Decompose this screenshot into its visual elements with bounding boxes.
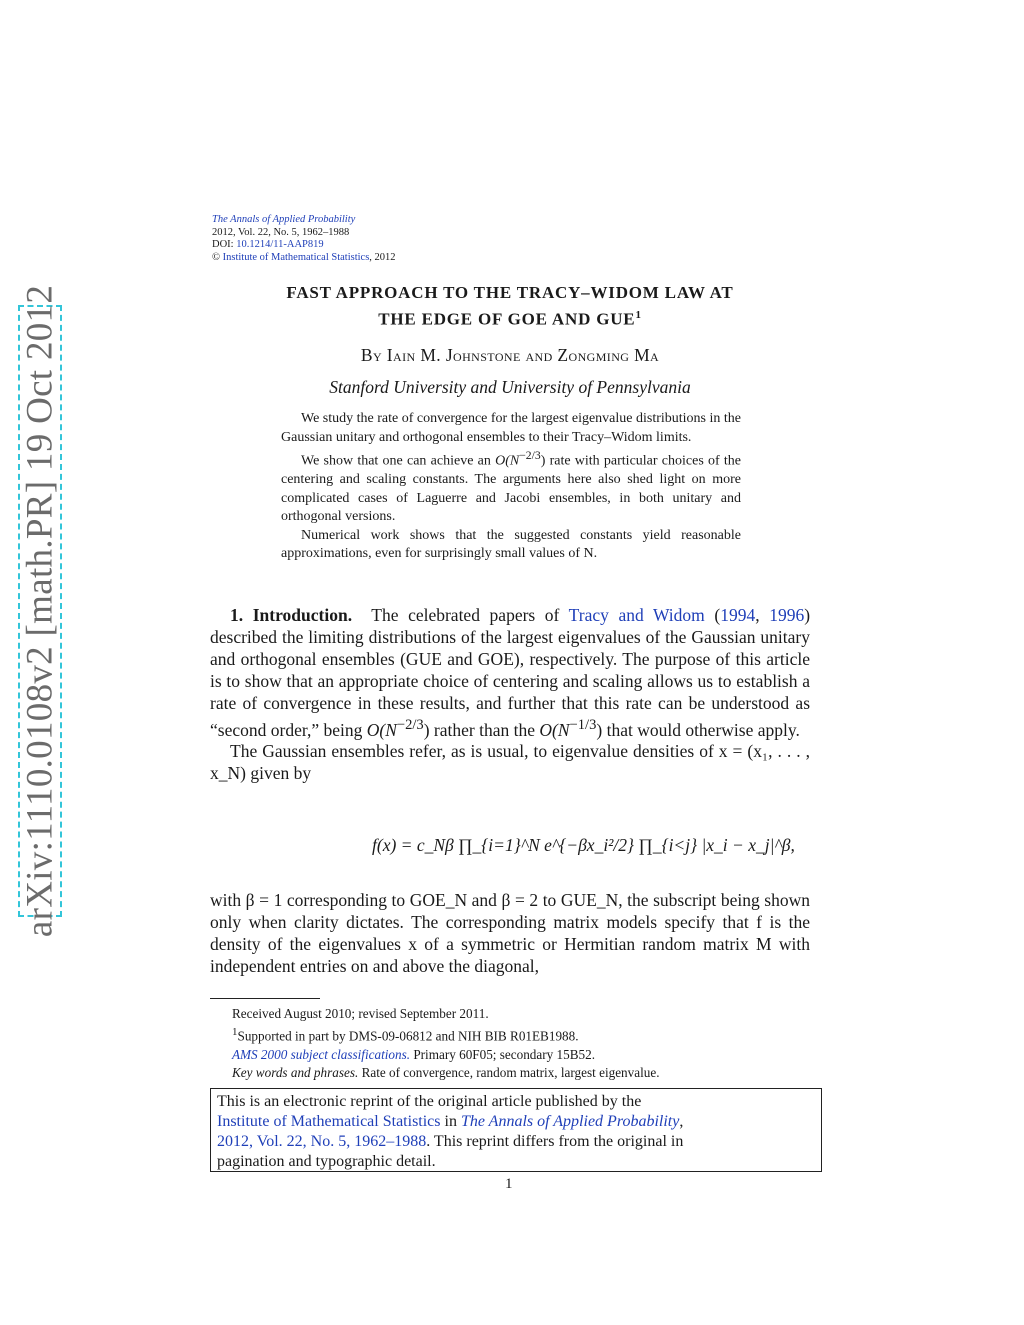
support-note: $^1$Supported in part by DMS-09-06812 and NIH BIB R01EB1988. [232, 1026, 579, 1044]
ams-link[interactable]: AMS 2000 subject classifications. [232, 1046, 411, 1062]
introduction-section [210, 605, 810, 785]
citation-year-link[interactable]: 1996 [769, 605, 805, 625]
affiliation: Stanford University and University of Pennsylvania [329, 377, 691, 397]
intro-paragraph: The Gaussian ensembles refer, as is usual, to eigenvalue densities of x = (x₁, . . . , x_N) given by [210, 741, 810, 784]
journal-name[interactable]: The Annals of Applied Probability [212, 214, 356, 225]
paper-title: FAST APPROACH TO THE TRACY–WIDOM LAW AT THE EDGE OF GOE AND GUE$^1$ [286, 283, 734, 329]
journal-issue: 2012, Vol. 22, No. 5, 1962–1988 [212, 226, 350, 238]
equation-text: f(x) = c_Nβ ∏_{i=1}^N e^{−βx_i²/2} ∏_{i<j} |x_i − x_j|^β, [372, 835, 795, 855]
footnote-rule [210, 998, 320, 999]
arxiv-stamp-text: arXiv:1110.0108v2 [math.PR] 19 Oct 2012 [19, 284, 61, 938]
journal-doi: DOI: 10.1214/11-AAP819 [212, 239, 324, 250]
publisher-link[interactable]: Institute of Mathematical Statistics [217, 1113, 441, 1130]
received-note: Received August 2010; revised September 2011. [232, 1006, 489, 1021]
issue-link[interactable]: 2012, Vol. 22, No. 5, 1962–1988 [217, 1133, 427, 1150]
doi-link[interactable]: 10.1214/11-AAP819 [236, 239, 324, 250]
abstract-paragraph: Numerical work shows that the suggested constants yield reasonable approximations, even for surprisingly small values of N. [281, 527, 741, 562]
intro-continuation [210, 890, 810, 978]
abstract-paragraph: We show that one can achieve an $O(N^{-2/3})$ rate with particular choices of the centering and scaling constants. The arguments here also shed light on more complicated cases of Laguerre and Jacobi ensembles, in both unitary and orthogonal versions. [281, 449, 741, 525]
ams-classification: AMS 2000 subject classifications. Primary 60F05; secondary 15B52. [232, 1046, 595, 1062]
footnotes [232, 1005, 812, 1083]
title-footnote-mark[interactable]: 1 [635, 309, 642, 321]
keywords: Key words and phrases. Rate of convergence, random matrix, largest eigenvalue. [232, 1065, 660, 1081]
intro-paragraph: 1. Introduction. The celebrated papers of Tracy and Widom (1994, 1996) described the limiting distributions of the largest eigenvalues of the Gaussian unitary and orthogonal ensembles (GUE and GOE), respectively. The purpose of this article is to show that an appropriate choice of centering and scaling allows us to establish a rate of convergence in these results, and further that this rate can be understood as “second order,” being $O(N^{-2/3})$ rather than the $O(N^{-1/3})$ that would otherwise apply. [210, 605, 811, 740]
citation-link[interactable]: Tracy and Widom [568, 605, 705, 625]
page-number: 1 [505, 1176, 513, 1192]
intro-paragraph: with β = 1 corresponding to GOE_N and β = 2 to GUE_N, the subscript being shown only when clarity dictates. The corresponding matrix models specify that f is the density of the eigenvalues x of a symmetric or Hermitian random matrix M with independent entries on and above the diagonal, [210, 890, 810, 976]
section-heading: 1. Introduction. [230, 605, 353, 625]
reprint-notice: This is an electronic reprint of the original article published by the Institute of Mathematical Statistics in The Annals of Applied Probability, 2012, Vol. 22, No. 5, 1962–1988. This reprint differs from the original in pagination and typographic detail. [210, 1088, 822, 1172]
abstract [281, 410, 741, 564]
abstract-paragraph: We study the rate of convergence for the largest eigenvalue distributions in the Gaussian unitary and orthogonal ensembles to their Tracy–Widom limits. [281, 411, 741, 445]
journal-header [212, 214, 396, 264]
density-equation [210, 815, 810, 883]
journal-link[interactable]: The Annals of Applied Probability [460, 1113, 680, 1130]
authors: By Iain M. Johnstone and Zongming Ma [360, 345, 660, 365]
journal-copyright: © Institute of Mathematical Statistics, 2012 [212, 251, 396, 263]
citation-year-link[interactable]: 1994 [720, 605, 756, 625]
publisher-link[interactable]: Institute of Mathematical Statistics [222, 251, 370, 263]
arxiv-stamp [18, 284, 62, 938]
